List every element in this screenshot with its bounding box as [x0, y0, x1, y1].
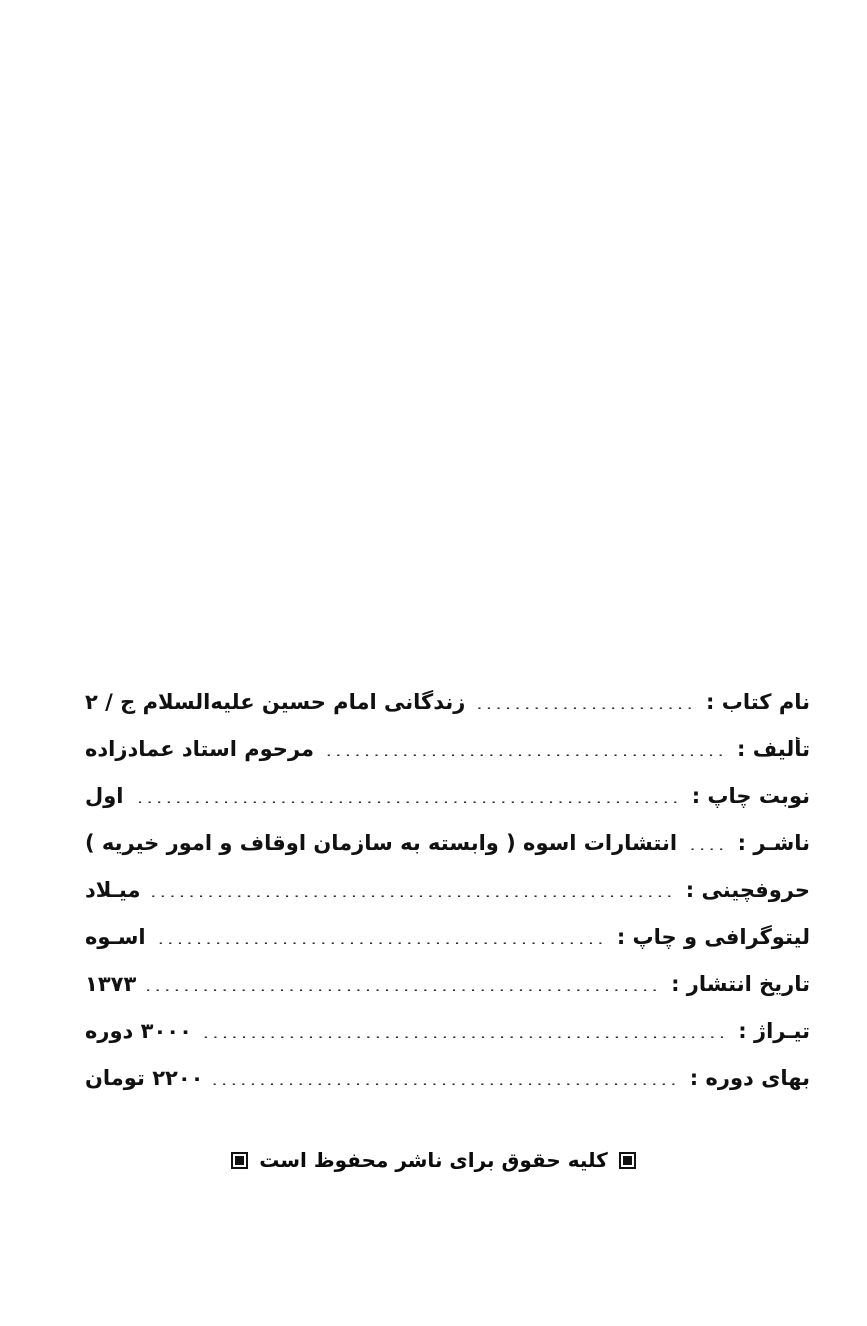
field-label-author: تألیف :	[737, 737, 810, 761]
field-label-price: بهای دوره :	[689, 1066, 810, 1090]
colophon-row-edition	[85, 784, 810, 831]
colophon-row-typesetting	[85, 878, 810, 925]
field-label-typesetting: حروفچینی :	[685, 878, 810, 902]
colophon-field-list	[85, 690, 810, 1113]
copyright-notice-inner	[231, 1148, 636, 1172]
field-label-lithography-and-printing: لیتوگرافی و چاپ :	[616, 925, 810, 949]
colophon-row-print-run	[85, 1019, 810, 1066]
colophon-row-publisher	[85, 831, 810, 878]
dot-leader	[133, 787, 681, 803]
field-value-price: ۲۲۰۰ تومان	[85, 1066, 204, 1090]
copyright-notice-text: کلیه حقوق برای ناشر محفوظ است	[259, 1148, 608, 1172]
field-label-publication-date: تاریخ انتشار :	[671, 972, 810, 996]
dot-leader	[156, 928, 607, 944]
colophon-row-price	[85, 1066, 810, 1113]
colophon-row-lithography-and-printing	[85, 925, 810, 972]
colophon-row-publication-date	[85, 972, 810, 1019]
dot-leader	[687, 834, 728, 850]
copyright-notice	[0, 1148, 867, 1173]
square-bullet-icon	[231, 1152, 248, 1169]
colophon-row-author	[85, 737, 810, 784]
dot-leader	[213, 1069, 679, 1085]
field-value-publisher: انتشارات اسوه ( وابسته به سازمان اوقاف و امور خیریه )	[85, 831, 678, 855]
dot-leader	[324, 740, 727, 756]
field-label-publisher: ناشـر :	[737, 831, 810, 855]
dot-leader	[146, 975, 661, 991]
field-value-publication-date: ۱۳۷۳	[85, 972, 137, 996]
field-value-edition: اول	[85, 784, 124, 808]
field-value-typesetting: میـلاد	[85, 878, 141, 902]
field-value-print-run: ۳۰۰۰ دوره	[85, 1019, 192, 1043]
field-value-book-title: زندگانی امام حسین علیه‌السلام ج / ۲	[85, 690, 466, 714]
dot-leader	[202, 1022, 728, 1038]
dot-leader	[150, 881, 675, 897]
dot-leader	[475, 693, 696, 709]
square-bullet-icon	[619, 1152, 636, 1169]
field-label-print-run: تیـراژ :	[738, 1019, 810, 1043]
field-value-author: مرحوم استاد عمادزاده	[85, 737, 315, 761]
colophon-row-book-title	[85, 690, 810, 737]
field-value-lithography-and-printing: اسـوه	[85, 925, 146, 949]
field-label-edition: نوبت چاپ :	[691, 784, 810, 808]
field-label-book-title: نام کتاب :	[706, 690, 810, 714]
